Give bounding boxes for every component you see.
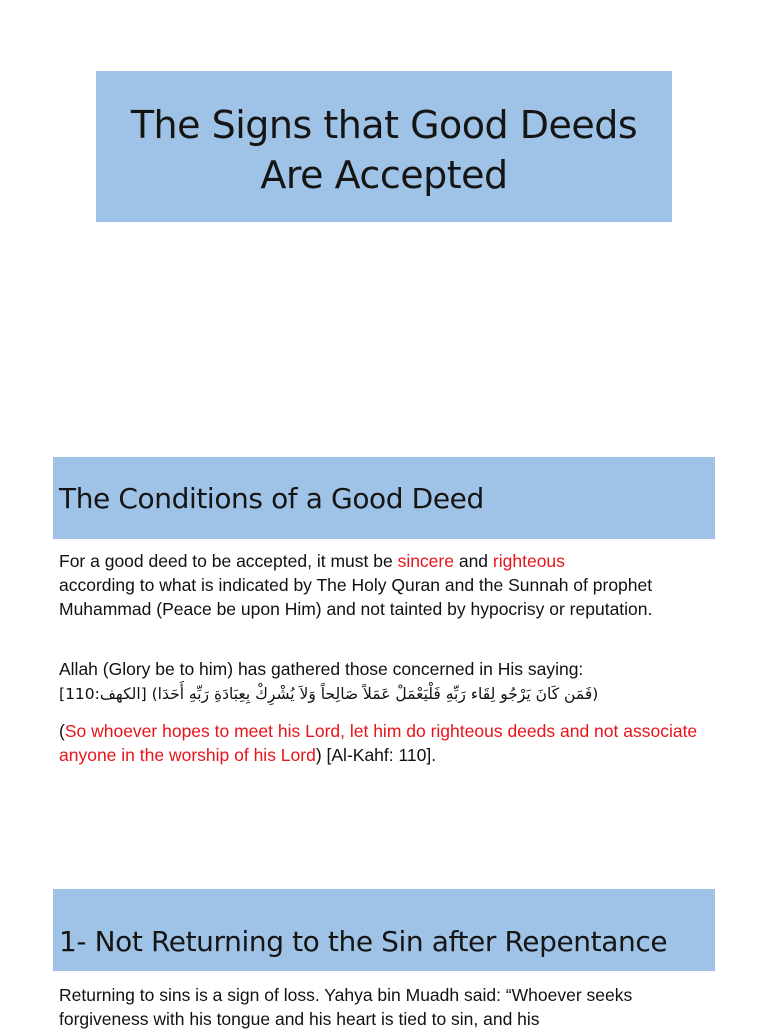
conditions-text-rest: according to what is indicated by The Holy Quran and the Sunnah of prophet Muhammad (Peace be upon Him) and not tainted by hypocrisy or reputation. — [59, 575, 653, 619]
quran-intro-paragraph — [59, 657, 709, 707]
conditions-heading: The Conditions of a Good Deed — [59, 481, 484, 515]
quran-intro-text: Allah (Glory be to him) has gathered those concerned in His saying: — [59, 659, 584, 679]
conditions-heading-band — [53, 457, 715, 539]
title-slide-box — [96, 71, 672, 222]
righteous-highlight: righteous — [492, 551, 565, 571]
sin-heading-band — [53, 889, 715, 971]
slide-title-line-2: Are Accepted — [260, 152, 508, 197]
translation-close: ) [Al-Kahf: 110]. — [315, 745, 437, 765]
arabic-verse: (فَمَن كَانَ يَرْجُو لِقَاء رَبِّهِ فَلْيَعْمَلْ عَمَلاً صَالِحاً وَلاَ يُشْرِكْ بِعِبَادَةِ رَبِّهِ أَحَدَا) [الكهف:110] — [59, 685, 599, 703]
conditions-text-start: For a good deed to be accepted, it must be — [59, 551, 398, 571]
slide-title — [131, 100, 637, 200]
translation-open: ( — [59, 721, 65, 741]
slide-title-line-1: The Signs that Good Deeds — [130, 102, 638, 147]
sincere-highlight: sincere — [397, 551, 454, 571]
translation-paragraph — [59, 719, 709, 767]
sin-paragraph: Returning to sins is a sign of loss. Yahya bin Muadh said: “Whoever seeks forgiveness with his tongue and his heart is tied to sin, and his — [59, 985, 633, 1029]
and-text: and — [453, 551, 493, 571]
sin-heading: 1- Not Returning to the Sin after Repentance — [59, 925, 668, 958]
conditions-paragraph — [59, 549, 709, 621]
translation-highlight: So whoever hopes to meet his Lord, let him do righteous deeds and not associate anyone in the worship of his Lord — [59, 721, 698, 765]
